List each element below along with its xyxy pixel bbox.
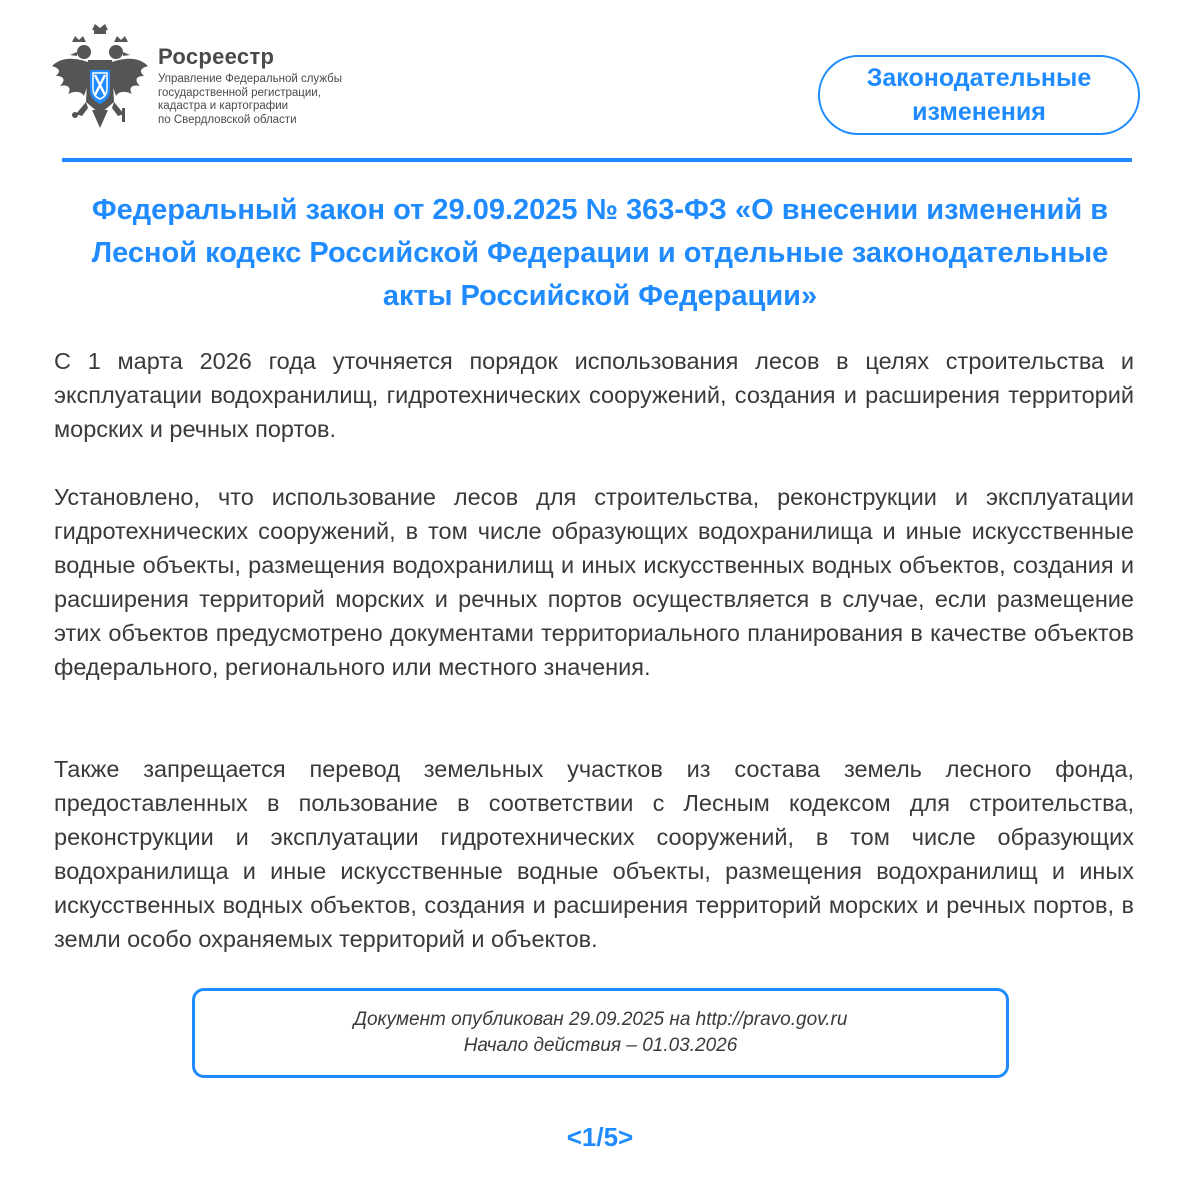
- header-divider: [62, 158, 1132, 162]
- org-subtitle-line: государственной регистрации,: [158, 86, 321, 99]
- org-text: [158, 44, 342, 127]
- publication-date: Документ опубликован 29.09.2025 на http://pravo.gov.ru: [353, 1009, 848, 1030]
- section-tag-label: Законодательные изменения: [866, 64, 1092, 126]
- body-paragraph: Также запрещается перевод земельных участков из состава земель лесного фонда, предоставленных в пользование в соответствии с Лесным кодексом для строительства, реконструкции и эксплуатации гидротехнических сооружений, в том числе образующих водохранилища и иные искусственные водные объекты, размещения водохранилищ и иных искусственных водных объектов, создания и расширения территорий морских и речных портов, в земли особо охраняемых территорий и объектов.: [54, 756, 1134, 952]
- publication-info-box: [192, 988, 1009, 1078]
- effective-date: Начало действия – 01.03.2026: [463, 1035, 738, 1056]
- org-subtitle-line: Управление Федеральной службы: [158, 73, 342, 85]
- section-tag: [818, 55, 1140, 135]
- org-subtitle-line: по Свердловской области: [158, 113, 297, 126]
- document-title: Федеральный закон от 29.09.2025 № 363-ФЗ «О внесении изменений в Лесной кодекс Российской Федерации и отдельные законодательные акты Российской Федерации»: [91, 194, 1109, 312]
- org-subtitle-line: кадастра и картографии: [158, 100, 289, 112]
- body-paragraph: Установлено, что использование лесов для строительства, реконструкции и эксплуатации гидротехнических сооружений, в том числе образующих водохранилища и иные искусственные водные объекты, размещения водохранилищ и иных искусственных водных объектов, создания и расширения территорий морских и речных портов осуществляется в случае, если размещение этих объектов предусмотрено документами территориального планирования в качестве объектов федерального, регионального или местного значения.: [54, 484, 1134, 680]
- double-headed-eagle-emblem-icon: [48, 22, 152, 134]
- org-name: Росреестр: [158, 44, 275, 69]
- org-subtitle: [158, 73, 342, 127]
- org-logo: [48, 22, 342, 134]
- body-paragraph: С 1 марта 2026 года уточняется порядок использования лесов в целях строительства и эксплуатации водохранилищ, гидротехнических сооружений, создания и расширения территорий морских и речных портов.: [54, 348, 1134, 442]
- page-indicator: <1/5>: [566, 1122, 634, 1152]
